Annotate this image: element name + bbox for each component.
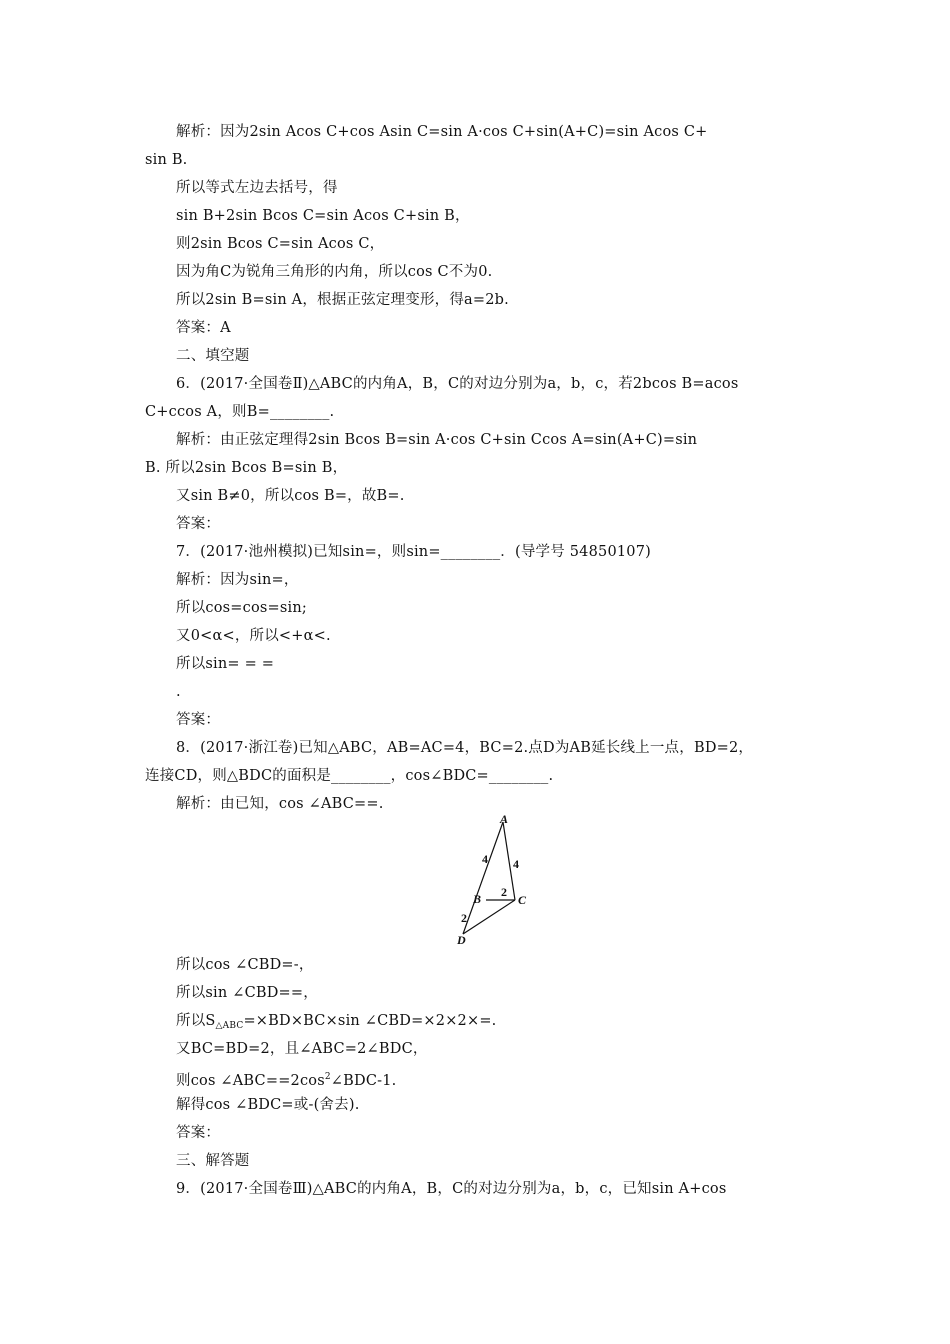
vertex-label-c: C (518, 893, 527, 907)
answer-line: 答案： (176, 516, 221, 532)
text-line: 所以等式左边去括号，得 (176, 180, 338, 196)
text-line: 则2sin Bcos C=sin Acos C， (176, 236, 385, 252)
length-label-ac: 4 (513, 857, 519, 871)
text-line: 解析：因为sin=， (176, 572, 299, 588)
text-line: 又BC=BD=2，且∠ABC=2∠BDC， (176, 1041, 428, 1057)
answer-line: 答案： (176, 712, 221, 728)
text-line: 所以cos ∠CBD=-， (176, 957, 314, 973)
text-line: C+ccos A，则B=________. (145, 404, 335, 420)
length-label-ab: 4 (482, 852, 488, 866)
length-label-bc: 2 (501, 885, 507, 899)
text-line: 解析：由已知，cos ∠ABC==. (176, 796, 384, 812)
section-heading: 二、填空题 (176, 348, 250, 364)
text-line: B. 所以2sin Bcos B=sin B， (145, 460, 348, 476)
text-line: . (176, 684, 181, 700)
text-line: 因为角C为锐角三角形的内角，所以cos C不为0. (176, 264, 493, 280)
section-heading: 三、解答题 (176, 1153, 250, 1169)
double-angle-line (176, 1067, 396, 1091)
triangle-figure (445, 812, 545, 952)
text-fragment: 所以S (176, 1013, 216, 1029)
question-6: 6．(2017·全国卷Ⅱ)△ABC的内角A，B，C的对边分别为a，b，c，若2bcos B=acos (176, 376, 739, 392)
subscript: △ABC (215, 1021, 244, 1031)
text-line: 所以sin= = = (176, 656, 275, 672)
vertex-label-a: A (500, 812, 509, 826)
text-line: 连接CD，则△BDC的面积是________，cos∠BDC=________. (145, 768, 554, 784)
text-line: 又sin B≠0，所以cos B=，故B=. (176, 488, 405, 504)
question-7: 7．(2017·池州模拟)已知sin=，则sin=________．(导学号 54850107) (176, 544, 652, 560)
area-formula-line (176, 1011, 497, 1036)
text-line: 又0<α<，所以<+α<. (176, 628, 331, 644)
answer-line: 答案：A (176, 320, 231, 336)
text-line: 解析：由正弦定理得2sin Bcos B=sin A·cos C+sin Ccos A=sin(A+C)=sin (176, 432, 698, 448)
text-line: sin B+2sin Bcos C=sin Acos C+sin B， (176, 208, 470, 224)
text-line: 所以sin ∠CBD==， (176, 985, 318, 1001)
text-fragment: ∠BDC-1. (330, 1073, 397, 1089)
text-line: 所以cos=cos=sin; (176, 600, 307, 616)
text-line: 解析：因为2sin Acos C+cos Asin C=sin A·cos C+sin(A+C)=sin Acos C+ (176, 124, 708, 140)
vertex-label-b: B (473, 892, 482, 906)
text-line: 解得cos ∠BDC=或-(舍去). (176, 1097, 360, 1113)
text-line: 所以2sin B=sin A，根据正弦定理变形，得a=2b. (176, 292, 509, 308)
text-line: sin B. (145, 152, 188, 168)
vertex-label-d: D (457, 933, 466, 947)
length-label-bd: 2 (461, 911, 467, 925)
question-8: 8．(2017·浙江卷)已知△ABC，AB=AC=4，BC=2.点D为AB延长线上一点，BD=2， (176, 740, 754, 756)
text-fragment: =×BD×BC×sin ∠CBD=×2×2×=. (243, 1013, 497, 1029)
question-9: 9．(2017·全国卷Ⅲ)△ABC的内角A，B，C的对边分别为a，b，c，已知sin A+cos (176, 1181, 727, 1197)
superscript: 2 (324, 1072, 331, 1082)
answer-line: 答案： (176, 1125, 221, 1141)
text-fragment: 则cos ∠ABC==2cos (176, 1073, 325, 1089)
